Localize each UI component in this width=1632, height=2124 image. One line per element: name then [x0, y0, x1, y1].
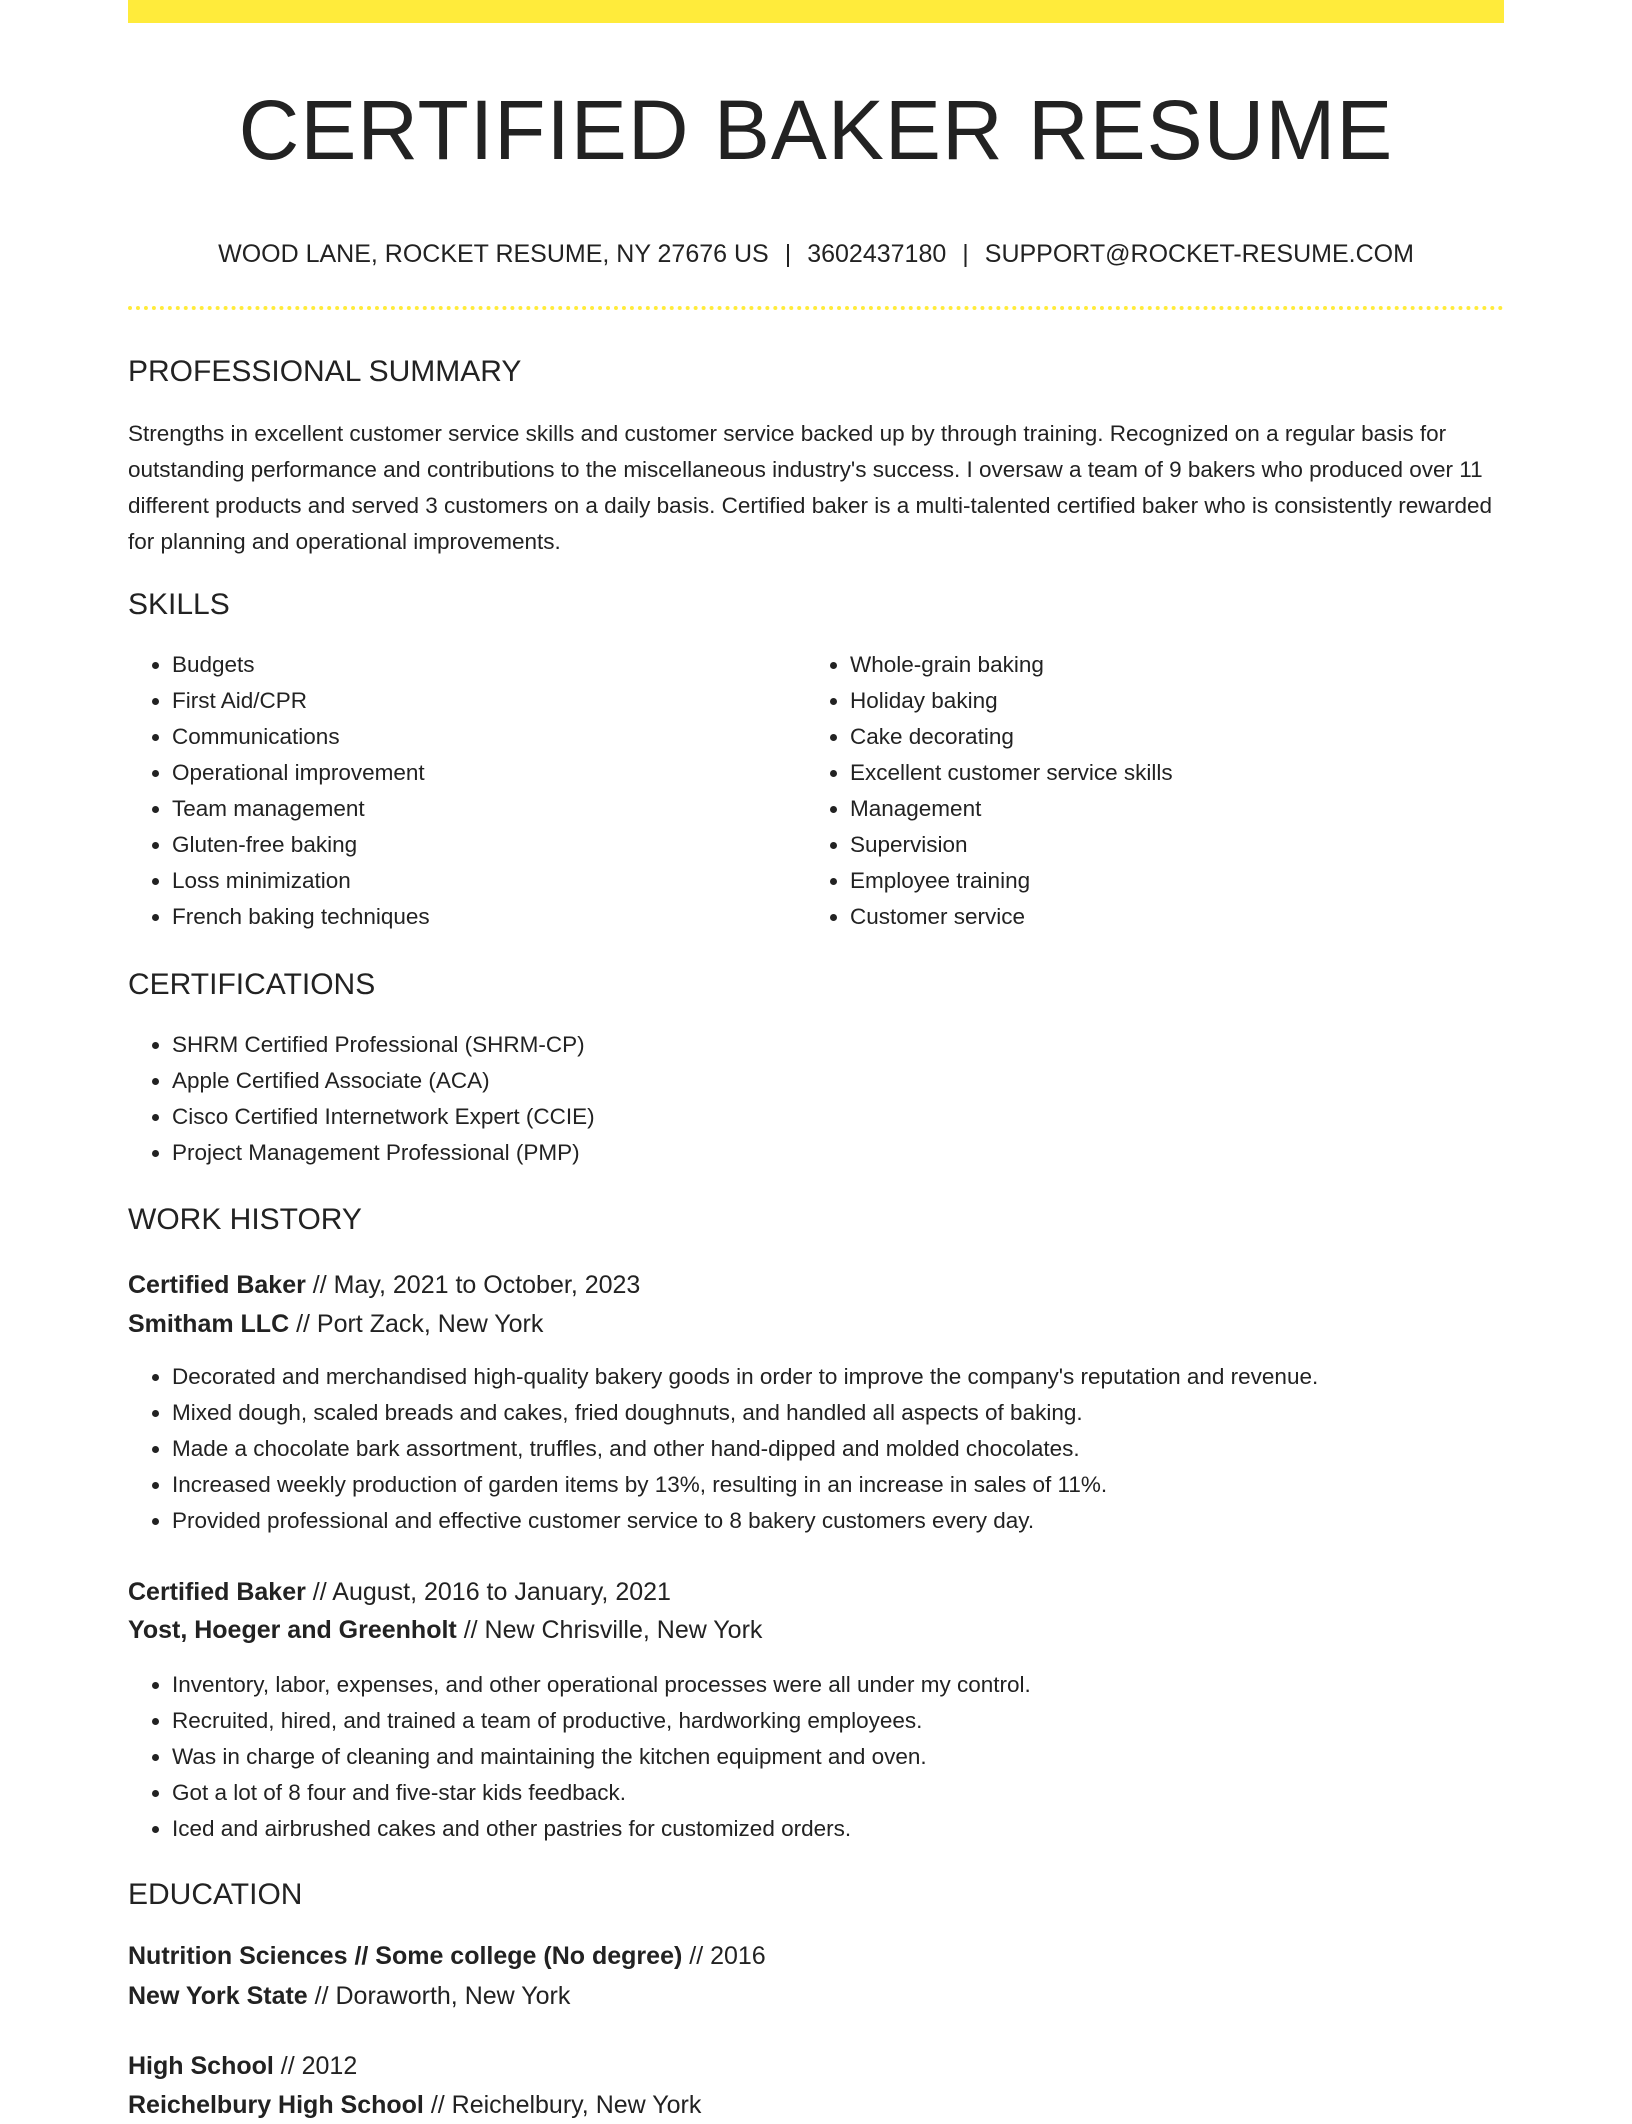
job-location: // Port Zack, New York	[289, 1310, 544, 1338]
skill-item: • Customer service	[850, 899, 1490, 935]
job-bullet: • Provided professional and effective customer service to 8 bakery customers every day.	[172, 1503, 1548, 1539]
skills-list-right	[806, 647, 1490, 935]
skill-item: • Management	[850, 791, 1490, 827]
job-bullet: • Decorated and merchandised high-quality bakery goods in order to improve the company's reputation and revenue.	[172, 1359, 1548, 1395]
page-title: CERTIFIED BAKER RESUME	[238, 83, 1394, 177]
job-location: // New Chrisville, New York	[456, 1616, 763, 1644]
summary-heading: PROFESSIONAL SUMMARY	[128, 355, 522, 388]
education-year: // 2016	[682, 1942, 766, 1970]
certifications-list	[128, 1027, 1472, 1171]
education-school: Reichelbury High School	[128, 2091, 424, 2119]
skills-list-left	[128, 647, 812, 935]
education-degree-line	[128, 2047, 357, 2085]
certification-item: • Cisco Certified Internetwork Expert (CCIE)	[172, 1099, 1472, 1135]
job-title: Certified Baker	[128, 1271, 306, 1299]
skill-item: • Communications	[172, 719, 812, 755]
education-degree: Nutrition Sciences // Some college (No degree)	[128, 1942, 683, 1970]
skill-item: • Team management	[172, 791, 812, 827]
education-school-line	[128, 2086, 701, 2124]
job-bullets	[128, 1359, 1548, 1539]
skill-item: • Cake decorating	[850, 719, 1490, 755]
skill-item: • Holiday baking	[850, 683, 1490, 719]
education-heading: EDUCATION	[128, 1878, 303, 1911]
contact-address: WOOD LANE, ROCKET RESUME, NY 27676 US	[218, 240, 769, 268]
contact-separator: |	[962, 240, 969, 268]
skill-item: • Supervision	[850, 827, 1490, 863]
summary-text: Strengths in excellent customer service skills and customer service backed up by through training. Recognized on a regular basis for outstanding performance and contributions to the miscellaneous industry's success. I oversaw a team of 9 bakers who produced over 11 different products and served 3 customers on a daily basis. Certified baker is a multi-talented certified baker who is consistently rewarded for planning and operational improvements.	[128, 421, 1493, 554]
skill-item: • Employee training	[850, 863, 1490, 899]
skill-item: • Excellent customer service skills	[850, 755, 1490, 791]
skill-item: • First Aid/CPR	[172, 683, 812, 719]
job-bullet: • Inventory, labor, expenses, and other operational processes were all under my control.	[172, 1667, 1548, 1703]
dotted-divider	[128, 306, 1504, 310]
education-location: // Reichelbury, New York	[423, 2091, 702, 2119]
skill-item: • Operational improvement	[172, 755, 812, 791]
job-bullet: • Got a lot of 8 four and five-star kids feedback.	[172, 1775, 1548, 1811]
job-bullet: • Mixed dough, scaled breads and cakes, fried doughnuts, and handled all aspects of baking.	[172, 1395, 1548, 1431]
education-school-line	[128, 1977, 570, 2015]
contact-email: SUPPORT@ROCKET-RESUME.COM	[984, 240, 1414, 268]
job-title-line	[128, 1573, 671, 1611]
education-year: // 2012	[273, 2052, 358, 2080]
education-location: // Doraworth, New York	[307, 1982, 571, 2010]
job-bullet: • Iced and airbrushed cakes and other pastries for customized orders.	[172, 1811, 1548, 1847]
job-company-line	[128, 1611, 762, 1649]
job-dates: // August, 2016 to January, 2021	[305, 1578, 671, 1606]
job-bullet: • Made a chocolate bark assortment, truffles, and other hand-dipped and molded chocolates.	[172, 1431, 1548, 1467]
job-company-line	[128, 1305, 543, 1343]
skill-item: • French baking techniques	[172, 899, 812, 935]
job-bullet: • Increased weekly production of garden items by 13%, resulting in an increase in sales of 11%.	[172, 1467, 1548, 1503]
certifications-heading: CERTIFICATIONS	[128, 968, 376, 1001]
job-company: Smitham LLC	[128, 1310, 290, 1338]
job-bullet: • Was in charge of cleaning and maintaining the kitchen equipment and oven.	[172, 1739, 1548, 1775]
certification-item: • Apple Certified Associate (ACA)	[172, 1063, 1472, 1099]
job-bullet: • Recruited, hired, and trained a team of productive, hardworking employees.	[172, 1703, 1548, 1739]
work-history-heading: WORK HISTORY	[128, 1203, 362, 1236]
skill-item: • Whole-grain baking	[850, 647, 1490, 683]
certification-item: • Project Management Professional (PMP)	[172, 1135, 1472, 1171]
education-degree: High School	[128, 2052, 274, 2080]
job-dates: // May, 2021 to October, 2023	[305, 1271, 641, 1299]
job-title: Certified Baker	[128, 1578, 306, 1606]
skills-heading: SKILLS	[128, 588, 230, 621]
education-degree-line	[128, 1937, 766, 1975]
contact-line	[128, 236, 1504, 272]
job-company: Yost, Hoeger and Greenholt	[128, 1616, 457, 1644]
skill-item: • Budgets	[172, 647, 812, 683]
job-bullets	[128, 1667, 1548, 1847]
top-accent-bar	[128, 0, 1504, 23]
job-title-line	[128, 1266, 640, 1304]
contact-separator: |	[784, 240, 792, 268]
skill-item: • Loss minimization	[172, 863, 812, 899]
certification-item: • SHRM Certified Professional (SHRM-CP)	[172, 1027, 1472, 1063]
skill-item: • Gluten-free baking	[172, 827, 812, 863]
contact-phone: 3602437180	[807, 240, 947, 268]
education-school: New York State	[128, 1982, 308, 2010]
